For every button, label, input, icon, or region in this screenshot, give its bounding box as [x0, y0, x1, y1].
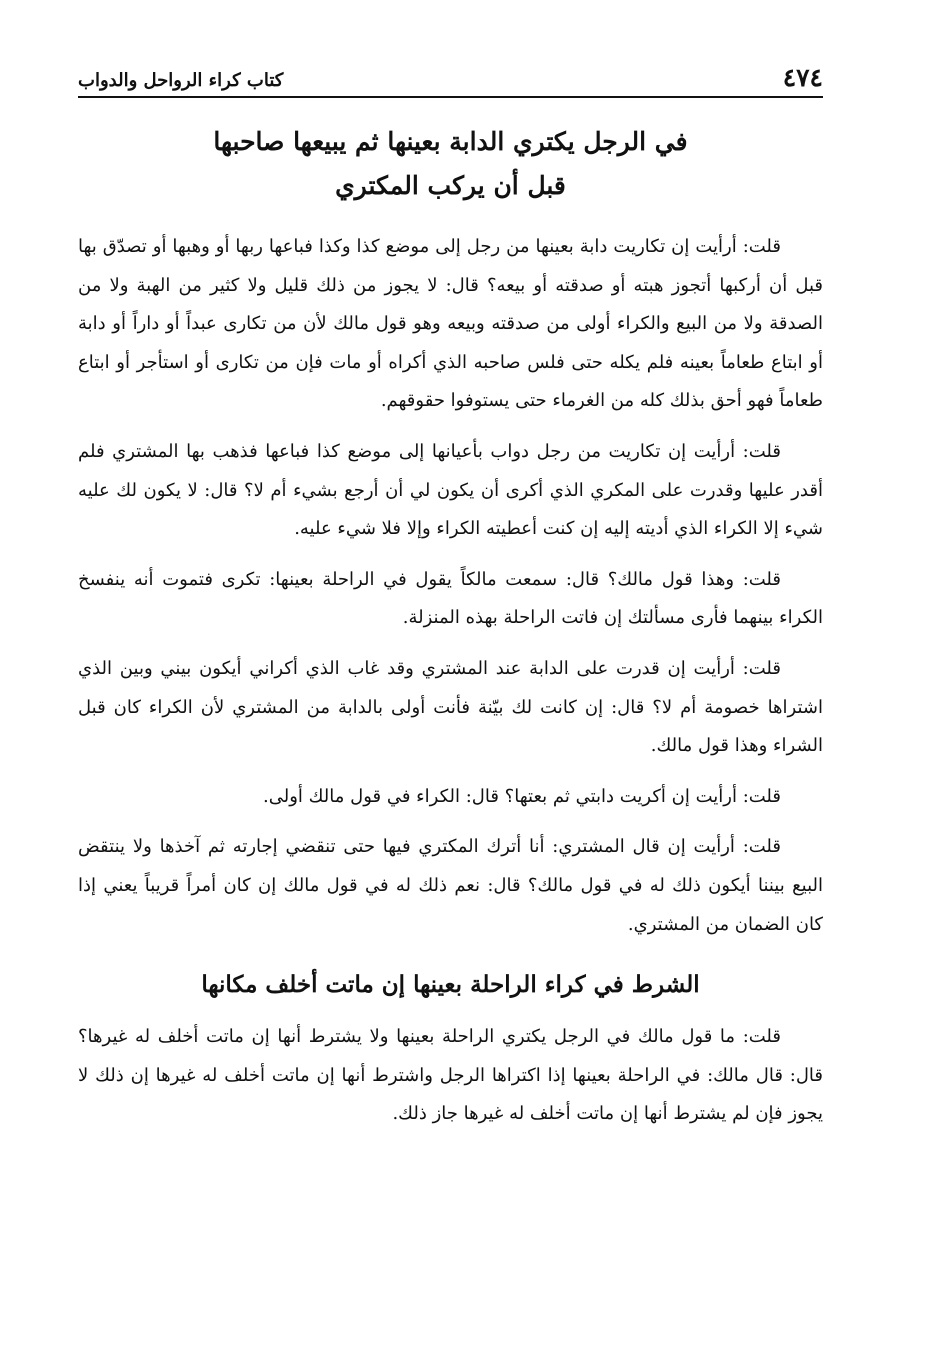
chapter-title-line-2: قبل أن يركب المكتري	[335, 171, 566, 200]
book-page	[78, 58, 823, 1318]
page-number: ٤٧٤	[782, 63, 823, 92]
paragraph: قلت: وهذا قول مالك؟ قال: سمعت مالكاً يقول في الراحلة بعينها: تكرى فتموت أنه ينفسخ الكراء بينهما فأرى مسألتك إن فاتت الراحلة بهذه المنزلة.	[78, 568, 823, 629]
section-paragraph: قلت: ما قول مالك في الرجل يكتري الراحلة بعينها ولا يشترط أنها إن ماتت أخلف له غيرها؟ قال: قال مالك: في الراحلة بعينها إذا اكتراها الرجل واشترط أنها إن ماتت أخلف له غيرها إن ذلك لا يجوز فإن لم يشترط أنها إن ماتت أخلف له غيرها جاز ذلك.	[78, 1026, 823, 1125]
paragraph: قلت: أرأيت إن أكريت دابتي ثم بعتها؟ قال: الكراء في قول مالك أولى.	[263, 785, 781, 807]
paragraph: قلت: أرأيت إن قدرت على الدابة عند المشتري وقد غاب الذي أكراني أيكون بيني وبين الذي اشتراها خصومة أم لا؟ قال: إن كانت لك بيّنة فأنت أولى بالدابة من المشتري لأن الكراء كان قبل الشراء وهذا قول مالك.	[78, 657, 823, 757]
paragraph: قلت: أرأيت إن قال المشتري: أنا أترك المكتري فيها حتى تنقضي إجارته ثم آخذها ولا ينتقض البيع بيننا أيكون ذلك له في قول مالك؟ قال: نعم ذلك له في قول مالك إن كان أمراً قريباً يعني إذا كان الضمان من المشتري.	[78, 836, 823, 935]
chapter-title	[78, 120, 823, 208]
paragraph: قلت: أرأيت إن تكاريت دابة بعينها من رجل إلى موضع كذا وكذا فباعها ربها أو وهبها أو تصدّق بها قبل أن أركبها أتجوز هبته أو صدقته أو بيعه؟ قال: لا يجوز من ذلك قليل ولا كثير من الهبة ولا من الصدقة ولا من البيع والكراء أولى من صدقته وبيعه وهو قول مالك لأن من تكارى عبداً أو داراً أو دابة أو ابتاع طعاماً بعينه فلم يكله حتى فلس صاحبه الذي أكراه أو مات فإن من تكارى أو استأجر أو ابتاع طعاماً فهو أحق بذلك كله من الغرماء حتى يستوفوا حقوقهم.	[78, 236, 823, 412]
running-head	[78, 58, 823, 98]
section-title: الشرط في كراء الراحلة بعينها إن ماتت أخلف مكانها	[201, 971, 700, 999]
book-title: كتاب كراء الرواحل والدواب	[78, 70, 284, 91]
chapter-title-line-1: في الرجل يكتري الدابة بعينها ثم يبيعها صاحبها	[213, 127, 688, 156]
paragraph: قلت: أرأيت إن تكاريت من رجل دواب بأعيانها إلى موضع كذا فباعها فذهب بها المشتري فلم أقدر عليها وقدرت على المكري الذي أكرى أن يكون لي أن أرجع بشيء أم لا؟ قال: لا يكون لك عليه شيء إلا الكراء الذي أديته إليه إن كنت أعطيته الكراء وإلا فلا شيء عليه.	[78, 440, 823, 540]
